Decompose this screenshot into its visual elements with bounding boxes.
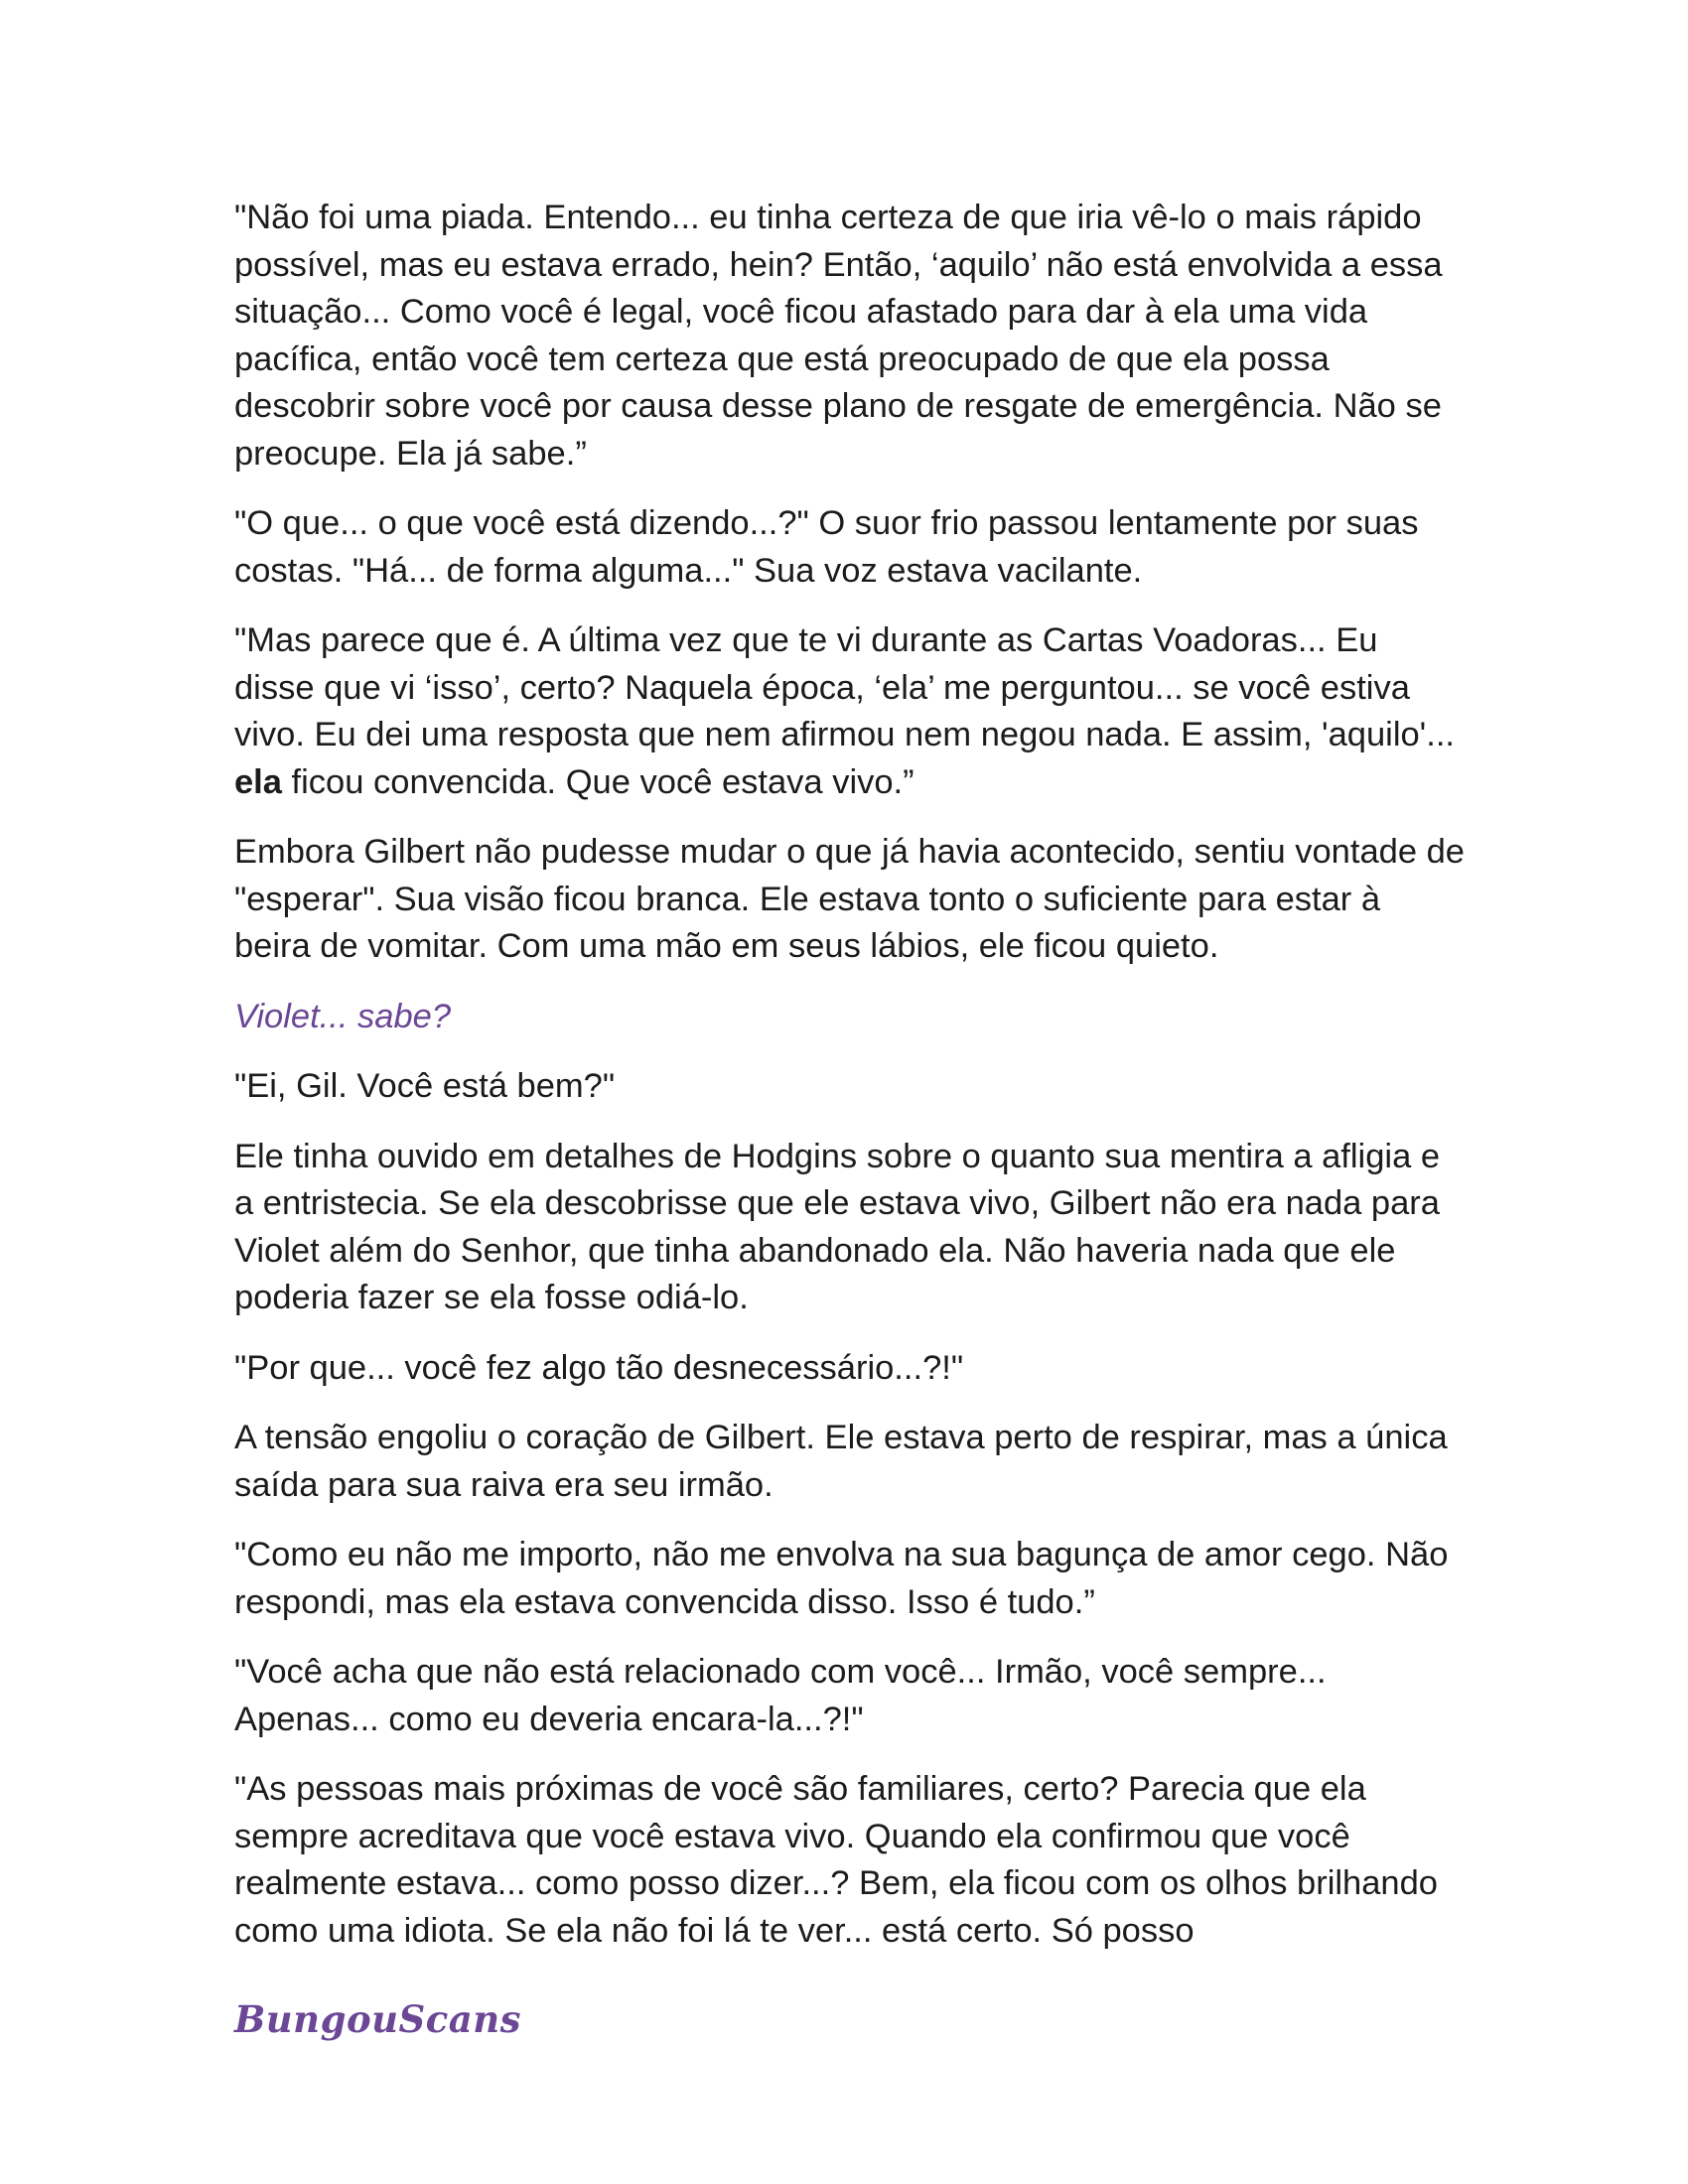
paragraph-4: Embora Gilbert não pudesse mudar o que já havia acontecido, sentiu vontade de "esperar". Sua visão ficou branca. Ele estava tonto o suficiente para estar à beira de vomitar. Com uma mão em seus lábios, ele ficou quieto. (234, 833, 1465, 965)
paragraph-9: A tensão engoliu o coração de Gilbert. Ele estava perto de respirar, mas a única saída para sua raiva era seu irmão. (234, 1419, 1448, 1504)
paragraph-8: "Por que... você fez algo tão desnecessário...?!" (234, 1348, 964, 1387)
paragraph-1: "Não foi uma piada. Entendo... eu tinha certeza de que iria vê-lo o mais rápido possível, mas eu estava errado, hein? Então, ‘aquilo’ não está envolvida a essa situação... Como você é legal, você ficou afastado para dar à ela uma vida pacífica, então você tem certeza que está preocupado de que ela possa descobrir sobre você por causa desse plano de resgate de emergência. Não se preocupe. Ela já sabe.” (234, 199, 1443, 473)
paragraph-3-before: "Mas parece que é. A última vez que te vi durante as Cartas Voadoras... Eu disse que vi ‘isso’, certo? Naquela época, ‘ela’ me perguntou... se você estiva vivo. Eu dei uma resposta que nem afirmou nem negou nada. E assim, 'aquilo'... (234, 621, 1456, 753)
paragraph-3-bold-word: ela (234, 762, 282, 801)
paragraph-2: "O que... o que você está dizendo...?" O suor frio passou lentamente por suas costas. "Há... de forma alguma..." Sua voz estava vacilante. (234, 504, 1419, 590)
paragraph-3 (234, 617, 1466, 806)
paragraph-10: "Como eu não me importo, não me envolva na sua bagunça de amor cego. Não respondi, mas ela estava convencida disso. Isso é tudo.” (234, 1536, 1449, 1621)
body-text (234, 195, 1466, 1978)
paragraph-7: Ele tinha ouvido em detalhes de Hodgins sobre o quanto sua mentira a afligia e a entristecia. Se ela descobrisse que ele estava vivo, Gilbert não era nada para Violet além do Senhor, que tinha abandonado ela. Não haveria nada que ele poderia fazer se ela fosse odiá-lo. (234, 1137, 1441, 1316)
paragraph-3-after: ficou convencida. Que você estava vivo.” (281, 762, 914, 801)
paragraph-6: "Ei, Gil. Você está bem?" (234, 1067, 616, 1105)
paragraph-11: "Você acha que não está relacionado com você... Irmão, você sempre... Apenas... como eu deveria encara-la...?!" (234, 1653, 1327, 1738)
footer-logo: BungouScans (234, 1997, 521, 2041)
paragraph-12: "As pessoas mais próximas de você são familiares, certo? Parecia que ela sempre acreditava que você estava vivo. Quando ela confirmou que você realmente estava... como posso dizer...? Bem, ela ficou com os olhos brilhando como uma idiota. Se ela não foi lá te ver... está certo. Só posso (234, 1770, 1438, 1950)
thought-line: Violet... sabe? (234, 997, 452, 1035)
